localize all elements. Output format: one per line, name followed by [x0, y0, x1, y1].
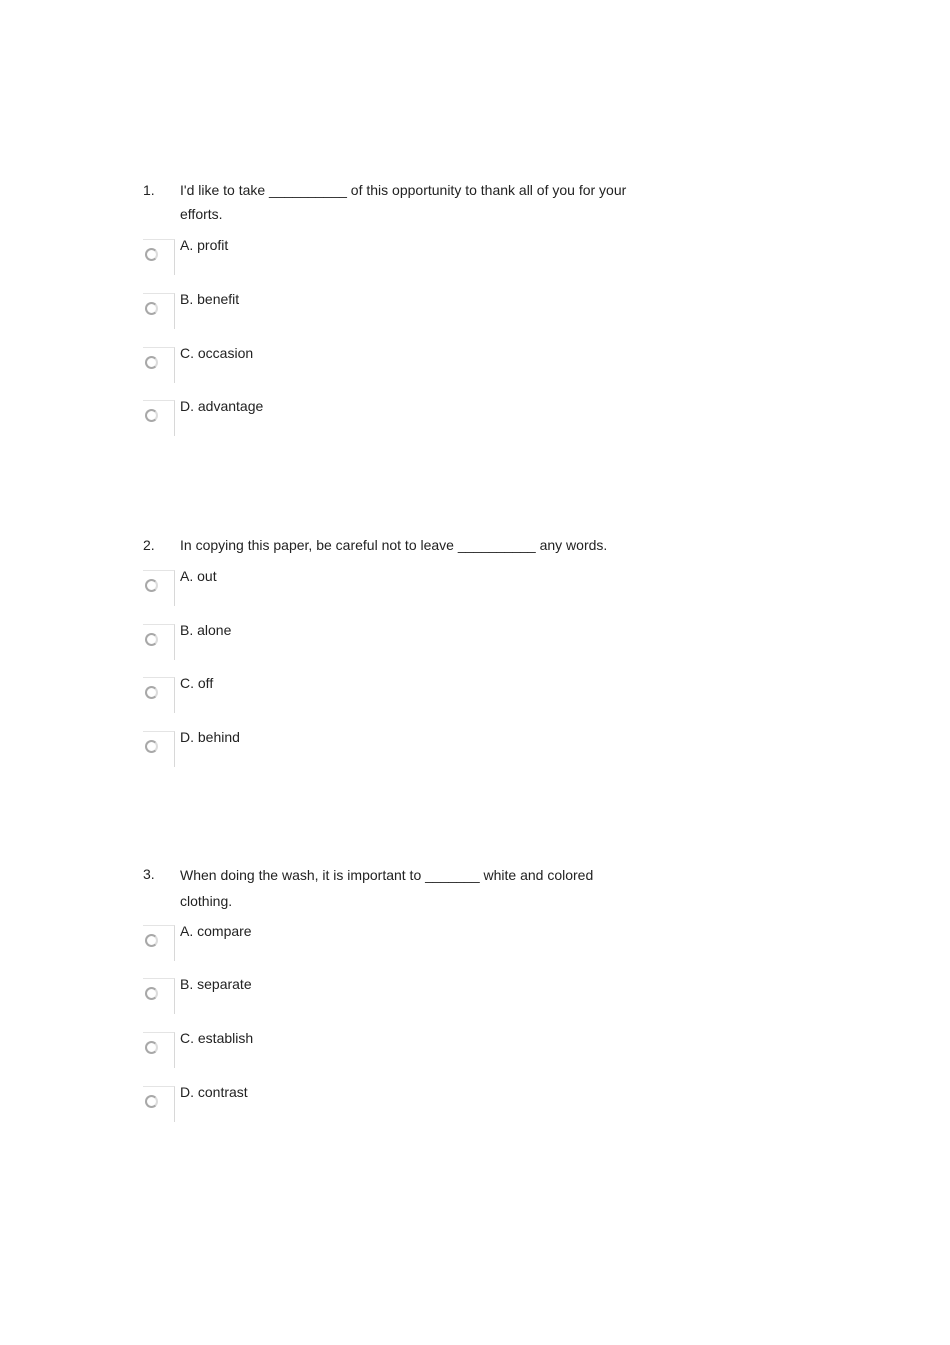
radio-button-icon[interactable]: [145, 1095, 158, 1108]
option-cell: [143, 293, 175, 329]
option-1b[interactable]: [143, 293, 543, 329]
option-label: A. out: [180, 568, 217, 584]
radio-button-icon[interactable]: [145, 686, 158, 699]
option-cell: [143, 239, 175, 275]
option-label: C. occasion: [180, 345, 254, 361]
radio-button-icon[interactable]: [145, 987, 158, 1000]
option-3c[interactable]: [143, 1032, 543, 1068]
option-cell: [143, 677, 175, 713]
question-number: 3.: [143, 866, 155, 882]
radio-button-icon[interactable]: [145, 579, 158, 592]
question-text: I'd like to take __________ of this opportunity to thank all of you for your efforts.: [180, 182, 627, 222]
option-label: A. compare: [180, 923, 252, 939]
option-1c[interactable]: [143, 347, 543, 383]
option-label: B. alone: [180, 622, 232, 638]
radio-button-icon[interactable]: [145, 302, 158, 315]
option-label: D. advantage: [180, 398, 264, 414]
option-cell: [143, 731, 175, 767]
question-text: In copying this paper, be careful not to leave __________ any words.: [180, 537, 608, 553]
option-label: C. off: [180, 675, 214, 691]
radio-button-icon[interactable]: [145, 409, 158, 422]
option-3a[interactable]: [143, 925, 543, 961]
option-2a[interactable]: [143, 570, 543, 606]
option-2d[interactable]: [143, 731, 543, 767]
option-cell: [143, 347, 175, 383]
radio-button-icon[interactable]: [145, 248, 158, 261]
option-label: A. profit: [180, 237, 229, 253]
option-2b[interactable]: [143, 624, 543, 660]
option-cell: [143, 1086, 175, 1122]
option-cell: [143, 400, 175, 436]
option-label: B. separate: [180, 976, 252, 992]
option-label: B. benefit: [180, 291, 240, 307]
option-cell: [143, 978, 175, 1014]
option-1a[interactable]: [143, 239, 543, 275]
option-label: D. contrast: [180, 1084, 248, 1100]
option-label: C. establish: [180, 1030, 254, 1046]
option-cell: [143, 624, 175, 660]
option-1d[interactable]: [143, 400, 543, 436]
question-text: When doing the wash, it is important to _______ white and colored clothing.: [180, 867, 594, 909]
option-3d[interactable]: [143, 1086, 543, 1122]
option-label: D. behind: [180, 729, 240, 745]
question-number: 1.: [143, 182, 155, 198]
option-3b[interactable]: [143, 978, 543, 1014]
option-2c[interactable]: [143, 677, 543, 713]
radio-button-icon[interactable]: [145, 934, 158, 947]
option-cell: [143, 925, 175, 961]
radio-button-icon[interactable]: [145, 740, 158, 753]
radio-button-icon[interactable]: [145, 1041, 158, 1054]
radio-button-icon[interactable]: [145, 633, 158, 646]
option-cell: [143, 570, 175, 606]
option-cell: [143, 1032, 175, 1068]
radio-button-icon[interactable]: [145, 356, 158, 369]
question-number: 2.: [143, 537, 155, 553]
